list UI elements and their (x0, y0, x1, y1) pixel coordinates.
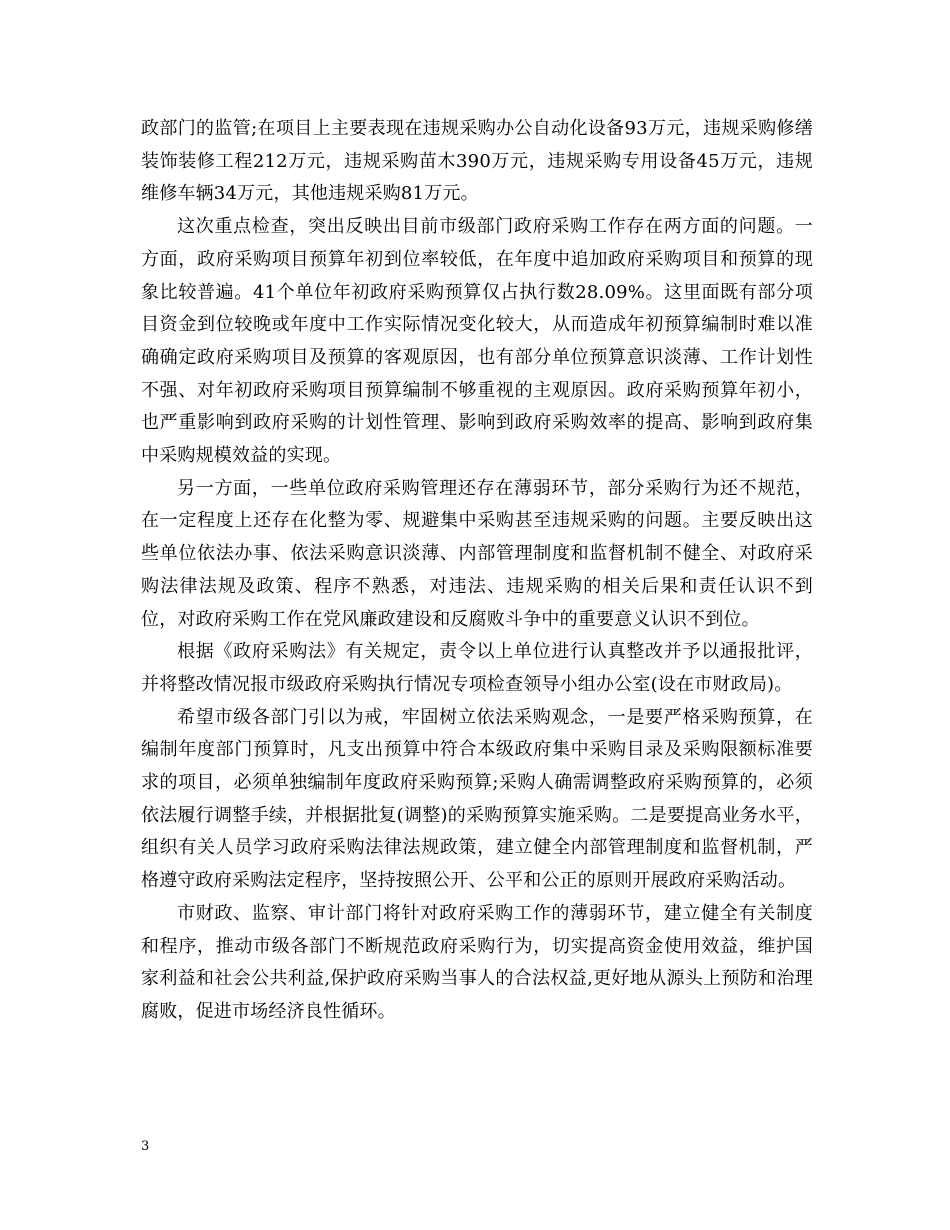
paragraph-3: 另一方面，一些单位政府采购管理还存在薄弱环节，部分采购行为还不规范，在一定程度上还存在化整为零、规避集中采购甚至违规采购的问题。主要反映出这些单位依法办事、依法采购意识淡薄、内部管理制度和监督机制不健全、对政府采购法律法规及政策、程序不熟悉，对违法、违规采购的相关后果和责任认识不到位，对政府采购工作在党风廉政建设和反腐败斗争中的重要意义认识不到位。 (141, 477, 813, 630)
paragraph-1: 政部门的监管;在项目上主要表现在违规采购办公自动化设备93万元，违规采购修缮装饰装修工程212万元，违规采购苗木390万元，违规采购专用设备45万元，违规维修车辆34万元，其他违规采购81万元。 (141, 118, 813, 205)
paragraph-6: 市财政、监察、审计部门将针对政府采购工作的薄弱环节，建立健全有关制度和程序，推动市级各部门不断规范政府采购行为，切实提高资金使用效益，维护国家利益和社会公共利益,保护政府采购当事人的合法权益,更好地从源头上预防和治理腐败，促进市场经济良性循环。 (141, 902, 813, 1022)
paragraph-5: 希望市级各部门引以为戒，牢固树立依法采购观念，一是要严格采购预算，在编制年度部门预算时，凡支出预算中符合本级政府集中采购目录及采购限额标准要求的项目，必须单独编制年度政府采购预算;采购人确需调整政府采购预算的，必须依法履行调整手续，并根据批复(调整)的采购预算实施采购。二是要提高业务水平，组织有关人员学习政府采购法律法规政策，建立健全内部管理制度和监督机制，严格遵守政府采购法定程序，坚持按照公开、公平和公正的原则开展政府采购活动。 (141, 706, 813, 892)
page-number: 3 (141, 1139, 150, 1154)
paragraph-4: 根据《政府采购法》有关规定，责令以上单位进行认真整改并予以通报批评，并将整改情况报市级政府采购执行情况专项检查领导小组办公室(设在市财政局)。 (141, 641, 813, 695)
body-text (141, 113, 813, 1029)
paragraph-2: 这次重点检查，突出反映出目前市级部门政府采购工作存在两方面的问题。一方面，政府采购项目预算年初到位率较低，在年度中追加政府采购项目和预算的现象比较普遍。41个单位年初政府采购预算仅占执行数28.09%。这里面既有部分项目资金到位较晚或年度中工作实际情况变化较大，从而造成年初预算编制时难以准确确定政府采购项目及预算的客观原因，也有部分单位预算意识淡薄、工作计划性不强、对年初政府采购项目预算编制不够重视的主观原因。政府采购预算年初小，也严重影响到政府采购的计划性管理、影响到政府采购效率的提高、影响到政府集中采购规模效益的实现。 (141, 216, 813, 467)
